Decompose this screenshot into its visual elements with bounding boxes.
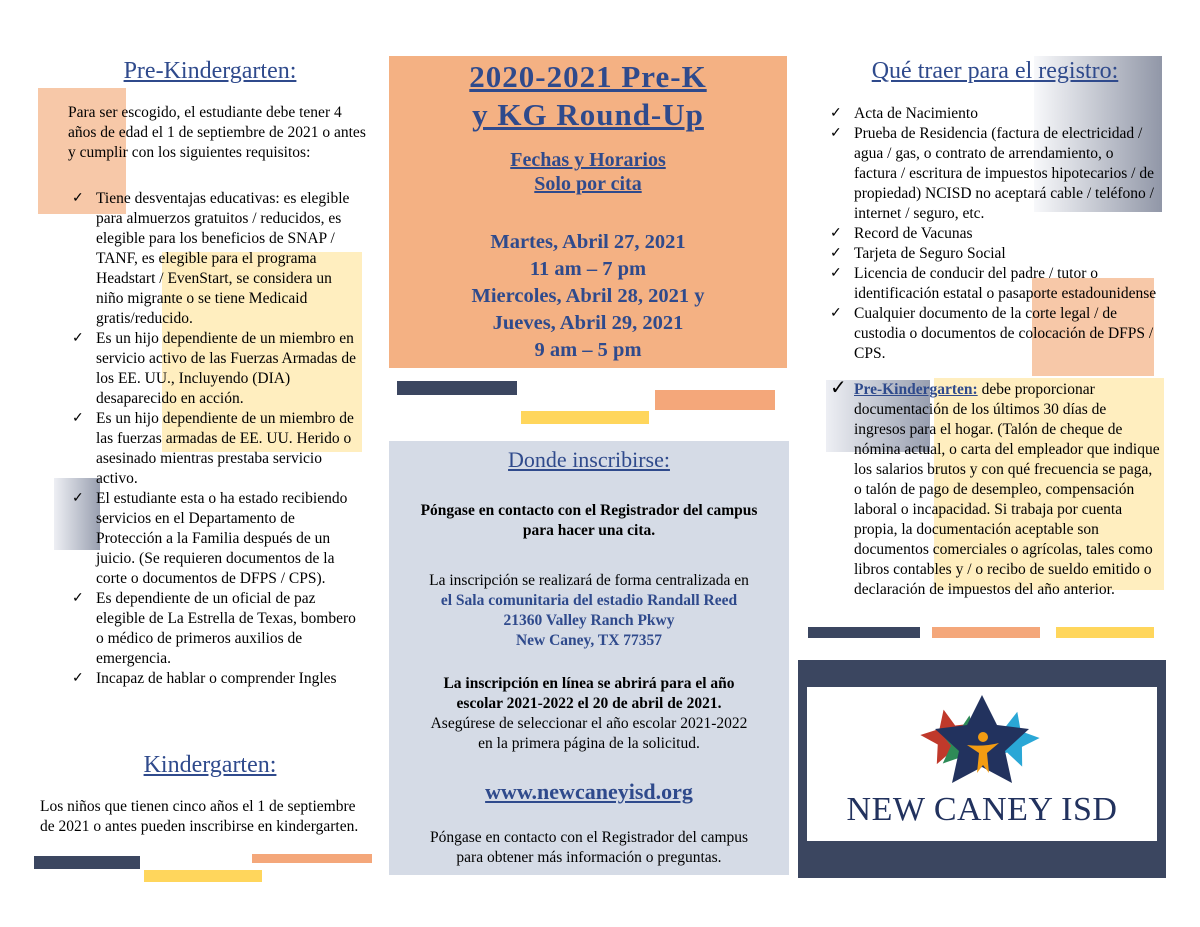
logo-card [807, 687, 1157, 841]
text-line: en la primera página de la solicitud. [478, 735, 700, 752]
bring-item: ✓ Licencia de conducir del padre / tutor o identificación estatal o pasaporte estadounidense [830, 265, 1157, 302]
kindergarten-heading: Kindergarten: [143, 752, 277, 778]
check-icon: ✓ [830, 377, 847, 399]
roundup-title-line: 2020-2021 Pre-K [469, 59, 707, 94]
text-line: La inscripción se realizará de forma centralizada en [429, 572, 749, 589]
check-icon: ✓ [72, 591, 84, 606]
venue-name: el Sala comunitaria del estadio Randall Reed [440, 592, 738, 609]
subtitle-line: Fechas y Horarios [510, 149, 666, 171]
bring-list [826, 104, 1160, 364]
decor-peach-bar [932, 627, 1040, 638]
bring-heading: Qué traer para el registro: [871, 58, 1119, 84]
subtitle-line: Solo por cita [534, 173, 642, 195]
roundup-title-line: y KG Round-Up [472, 97, 704, 132]
decor-navy-bar [808, 627, 920, 638]
more-info-text [389, 828, 789, 868]
text-line: Póngase en contacto con el Registrador del campus [429, 829, 749, 846]
decor-yellow-bar [144, 870, 262, 882]
prek-heading: Pre-Kindergarten: [123, 58, 297, 84]
roundup-panel [389, 56, 787, 368]
requirement-item: ✓ Tiene desventajas educativas: es elegible para almuerzos gratuitos / reducidos, es elegible para los beneficios de SNAP / TANF, es elegible para el programa Headstart / EvenStart, se considera un niño migrante o se tiene Medicaid gratis/reducido. [72, 190, 350, 327]
check-icon: ✓ [72, 671, 84, 686]
text-line: escolar 2021-2022 el 20 de abril de 2021. [456, 695, 722, 712]
requirement-item: ✓ Es un hijo dependiente de un miembro en servicio activo de las Fuerzas Armadas de los EE. UU., Incluyendo (DIA) desaparecido en acción. [72, 330, 356, 407]
check-icon: ✓ [830, 226, 842, 241]
check-icon: ✓ [72, 491, 84, 506]
date-line: Miercoles, Abril 28, 2021 y [471, 285, 705, 307]
check-icon: ✓ [72, 411, 84, 426]
prek-income-text: debe proporcionar documentación de los últimos 30 días de ingresos para el hogar. (Talón de cheque de nómina actual, o carta del empleador que indique los salarios brutos y con qué frecuencia se paga, o talón de pago de desempleo, compensación laboral o incapacidad. Si trabaja por cuenta propia, la documentación aceptable son documentos comerciales o agrícolas, tales como libros contables y / o recibo de sueldo emitido o declaración de impuestos del año anterior. [854, 381, 1160, 598]
street-address: 21360 Valley Ranch Pkwy [503, 612, 675, 629]
requirement-item: ✓ Es un hijo dependiente de un miembro de las fuerzas armadas de EE. UU. Herido o asesinado mientras prestaba servicio activo. [72, 410, 354, 487]
prek-intro: Para ser escogido, el estudiante debe tener 4 años de edad el 1 de septiembre de 2021 o antes y cumplir con los siguientes requisitos: [68, 104, 366, 161]
requirement-item: ✓ Es dependiente de un oficial de paz elegible de La Estrella de Texas, bombero o médico de primeros auxilios de emergencia. [72, 590, 356, 667]
time-line: 9 am – 5 pm [534, 339, 642, 361]
city-address: New Caney, TX 77357 [515, 632, 663, 649]
bring-item-prek [826, 377, 1160, 600]
check-icon: ✓ [72, 331, 84, 346]
bring-item: ✓ Acta de Nacimiento [830, 105, 978, 122]
check-icon: ✓ [830, 306, 842, 321]
dates-block [389, 229, 787, 364]
requirement-item: ✓ Incapaz de hablar o comprender Ingles [72, 670, 337, 687]
check-icon: ✓ [830, 126, 842, 141]
decor-peach-bar [252, 854, 372, 863]
location-block [389, 571, 789, 651]
bring-item: ✓ Prueba de Residencia (factura de electricidad / agua / gas, o contrato de arrendamiento, o factura / escritura de impuestos hipotecarios / de propiedad) NCISD no aceptará cable / teléfono / internet / seguro, etc. [830, 125, 1154, 222]
decor-peach-bar [655, 390, 775, 410]
time-line: 11 am – 7 pm [529, 258, 647, 280]
prek-requirements-list [68, 189, 362, 689]
prek-income-note [826, 377, 1160, 600]
roundup-title [389, 58, 787, 134]
text-line: Póngase en contacto con el Registrador del campus [420, 502, 758, 519]
online-block [389, 674, 789, 754]
text-line: para obtener más información o preguntas. [456, 849, 722, 866]
check-icon: ✓ [830, 266, 842, 281]
decor-navy-bar [397, 381, 517, 395]
where-panel [389, 441, 789, 875]
requirement-item: ✓ El estudiante esta o ha estado recibiendo servicios en el Departamento de Protección a la Familia después de un juicio. (Se requieren documentos de la corte o documentos de DFPS / CPS). [72, 490, 348, 587]
website-link[interactable]: www.newcaneyisd.org [485, 779, 693, 804]
date-line: Jueves, Abril 29, 2021 [492, 312, 684, 334]
text-line: La inscripción en línea se abrirá para el año [443, 675, 735, 692]
contact-text [389, 501, 789, 541]
text-line: para hacer una cita. [522, 522, 656, 539]
decor-yellow-bar [1056, 627, 1154, 638]
decor-navy-bar [34, 856, 140, 869]
bring-item: ✓ Cualquier documento de la corte legal / de custodia o documentos de colocación de DFPS / CPS. [830, 305, 1154, 362]
where-heading: Donde inscribirse: [508, 447, 670, 472]
check-icon: ✓ [830, 106, 842, 121]
check-icon: ✓ [72, 191, 84, 206]
kindergarten-text: Los niños que tienen cinco años el 1 de septiembre de 2021 o antes pueden inscribirse en kindergarten. [40, 798, 359, 835]
schedule-subtitle [389, 148, 787, 196]
prek-label: Pre-Kindergarten: [854, 381, 978, 398]
check-icon: ✓ [830, 246, 842, 261]
logo-panel [798, 660, 1166, 878]
decor-yellow-bar [521, 411, 649, 424]
logo-wordmark: NEW CANEY ISD [846, 791, 1118, 828]
bring-item: ✓ Tarjeta de Seguro Social [830, 245, 1006, 262]
text-line: Asegúrese de seleccionar el año escolar 2021-2022 [430, 715, 748, 732]
bring-item: ✓ Record de Vacunas [830, 225, 973, 242]
date-line: Martes, Abril 27, 2021 [490, 231, 686, 253]
